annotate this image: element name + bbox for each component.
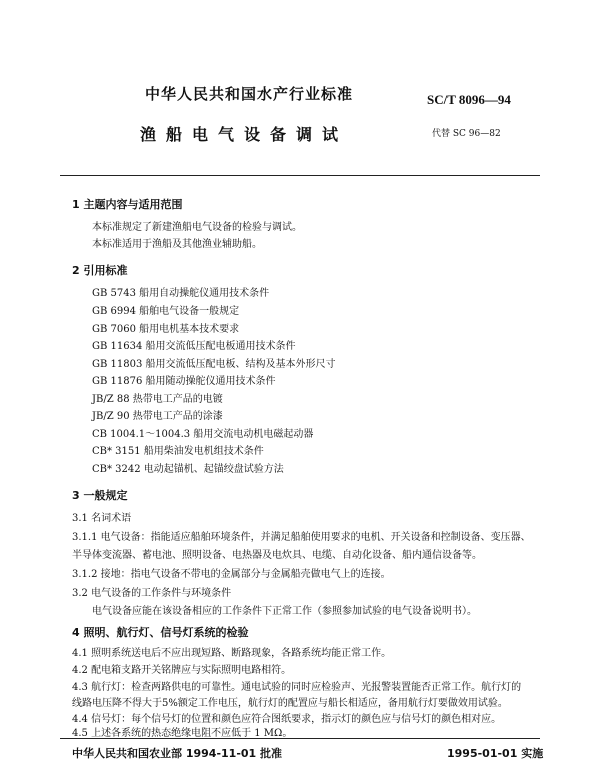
clause-4-5: 4.5 上述各系统的热态绝缘电阻不应低于 1 MΩ。 bbox=[72, 728, 293, 739]
section-2-heading: 2 引用标准 bbox=[72, 264, 128, 277]
section-3-heading: 3 一般规定 bbox=[72, 489, 128, 502]
header-rule bbox=[60, 175, 540, 176]
clause-3-1: 3.1 名词术语 bbox=[72, 513, 132, 524]
replaces-note: 代替 SC 96—82 bbox=[432, 129, 501, 139]
reference-item: GB 11803 船用交流低压配电板、结构及基本外形尺寸 bbox=[92, 359, 336, 370]
reference-item: GB 11876 船用随动操舵仪通用技术条件 bbox=[92, 376, 276, 387]
clause-3-2-para: 电气设备应能在该设备相应的工作条件下正常工作（参照参加试验的电气设备说明书）。 bbox=[92, 606, 477, 617]
section-1-heading: 1 主题内容与适用范围 bbox=[72, 198, 183, 211]
reference-item: GB 6994 船舶电气设备一般规定 bbox=[92, 306, 240, 317]
clause-4-1: 4.1 照明系统送电后不应出现短路、断路现象，各路系统均能正常工作。 bbox=[72, 648, 392, 659]
clause-3-1-2: 3.1.2 接地：指电气设备不带电的金属部分与金属船壳做电气上的连接。 bbox=[72, 569, 391, 580]
reference-item: GB 7060 船用电机基本技术要求 bbox=[92, 324, 240, 335]
reference-item: JB/Z 90 热带电工产品的涂漆 bbox=[92, 411, 223, 422]
clause-3-1-1-line-1: 3.1.1 电气设备：指能适应船舶环境条件，并满足船舶使用要求的电机、开关设备和控制设备、变压器、 bbox=[72, 532, 531, 543]
clause-4-2: 4.2 配电箱支路开关铭牌应与实际照明电路相符。 bbox=[72, 665, 292, 676]
reference-item: CB 1004.1～1004.3 船用交流电动机电磁起动器 bbox=[92, 429, 314, 440]
reference-item: GB 11634 船用交流低压配电板通用技术条件 bbox=[92, 341, 296, 352]
clause-3-1-1-line-2: 半导体变流器、蓄电池、照明设备、电热器及电炊具、电缆、自动化设备、船内通信设备等。 bbox=[72, 550, 482, 561]
issuing-body-title: 中华人民共和国水产行业标准 bbox=[145, 85, 354, 103]
approval-line: 中华人民共和国农业部 1994-11-01 批准 bbox=[72, 747, 283, 760]
implementation-date: 1995-01-01 实施 bbox=[447, 747, 544, 760]
section-1-para-2: 本标准适用于渔船及其他渔业辅助船。 bbox=[92, 239, 262, 250]
reference-item: CB* 3151 船用柴油发电机组技术条件 bbox=[92, 446, 264, 457]
section-1-para-1: 本标准规定了新建渔船电气设备的检验与调试。 bbox=[92, 222, 302, 233]
standard-number: SC/T 8096—94 bbox=[427, 92, 511, 107]
reference-item: CB* 3242 电动起锚机、起锚绞盘试验方法 bbox=[92, 464, 284, 475]
document-title: 渔船电气设备调试 bbox=[140, 125, 349, 144]
clause-4-4: 4.4 信号灯：每个信号灯的位置和颜色应符合图纸要求，指示灯的颜色应与信号灯的颜色相对应。 bbox=[72, 714, 502, 725]
reference-item: JB/Z 88 热带电工产品的电镀 bbox=[92, 394, 223, 405]
section-4-heading: 4 照明、航行灯、信号灯系统的检验 bbox=[72, 626, 249, 639]
reference-item: GB 5743 船用自动操舵仪通用技术条件 bbox=[92, 288, 270, 299]
clause-3-2: 3.2 电气设备的工作条件与环境条件 bbox=[72, 588, 232, 599]
clause-4-3-line-1: 4.3 航行灯：检查两路供电的可靠性。通电试验的同时应检验声、光报警装置能否正常工作。航行灯的 bbox=[72, 682, 522, 693]
clause-4-3-line-2: 线路电压降不得大于5%额定工作电压，航行灯的配置应与船长相适应，备用航行灯要做效用试验。 bbox=[72, 698, 508, 709]
